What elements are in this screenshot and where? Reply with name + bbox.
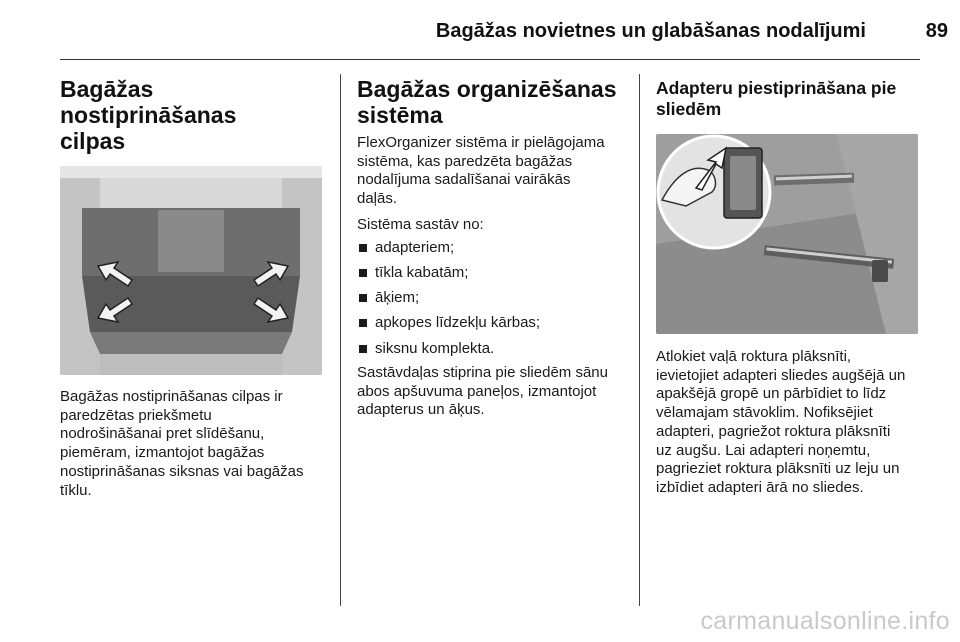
text-line: tīklu. — [60, 481, 92, 499]
magnifier-inset — [658, 136, 770, 248]
list-item — [357, 239, 627, 258]
list-item-text: siksnu komplekta. — [375, 339, 495, 357]
text-line: Bagāžas nostiprināšanas cilpas ir — [60, 388, 283, 405]
header-rule — [60, 59, 920, 60]
section-heading-adapters — [656, 78, 924, 120]
text-line: uz augšu. Lai adapteri noņemtu, — [656, 441, 871, 459]
text-line: abos apšuvuma paneļos, izmantojot — [357, 382, 597, 400]
text-line: Atlokiet vaļā roktura plāksnīti, — [656, 348, 852, 365]
list-item — [357, 340, 627, 359]
text-line: Sastāvdaļas stiprina pie sliedēm sānu — [357, 364, 608, 381]
heading-line: Adapteru piestiprināšana pie — [656, 78, 897, 98]
text-line: nostiprināšanas siksnas vai bagāžas — [60, 462, 304, 480]
list-item-text: adapteriem; — [375, 238, 455, 256]
column-organizer-system — [357, 76, 627, 420]
page-number: 89 — [925, 20, 948, 42]
bullet-icon — [359, 345, 367, 353]
text-line: izbīdiet adapteri ārā no sliedes. — [656, 478, 864, 496]
text-line: ievietojiet adapteri sliedes augšējā un — [656, 366, 906, 384]
heading-line: sistēma — [357, 102, 443, 128]
column-adapter-mounting — [656, 78, 924, 498]
adapter-rail-photo — [656, 134, 918, 334]
bullet-icon — [359, 269, 367, 277]
list-item-text: apkopes līdzekļu kārbas; — [375, 314, 541, 332]
list-item-text: āķiem; — [375, 289, 420, 307]
column-divider-2 — [639, 74, 640, 606]
list-item — [357, 264, 627, 283]
text-line: FlexOrganizer sistēma ir pielāgojama — [357, 134, 605, 151]
cargo-loops-photo — [60, 166, 322, 375]
text-line: apakšējā gropē un pārbīdiet to līdz — [656, 385, 887, 403]
bullet-icon — [359, 244, 367, 252]
adapter-instructions — [656, 348, 924, 498]
intro-paragraph — [357, 134, 627, 209]
outro-paragraph — [357, 364, 627, 420]
caption-luggage-loops — [60, 388, 326, 500]
watermark: carmanualsonline.info — [700, 607, 950, 635]
heading-line: Bagāžas organizēšanas — [357, 76, 617, 102]
section-heading-luggage-loops — [60, 76, 326, 154]
text-line: pagrieziet roktura plāksnīti uz leju un — [656, 460, 900, 478]
column-divider-1 — [340, 74, 341, 606]
list-intro: Sistēma sastāv no: — [357, 215, 484, 233]
text-line: adapterus un āķus. — [357, 401, 485, 419]
list-item — [357, 289, 627, 308]
column-luggage-loops — [60, 76, 326, 500]
list-item-text: tīkla kabatām; — [375, 263, 469, 281]
list-item — [357, 314, 627, 333]
text-line: adapteri, pagriežot roktura plāksnīti — [656, 422, 891, 440]
text-line: nodalījuma sadalīšanai vairākās — [357, 171, 571, 189]
text-line: paredzētas priekšmetu — [60, 406, 212, 424]
text-line: daļās. — [357, 190, 398, 208]
text-line: piemēram, izmantojot bagāžas — [60, 444, 265, 462]
text-line: sistēma, kas paredzēta bagāžas — [357, 152, 573, 170]
components-list — [357, 239, 627, 359]
text-line: vēlamajam stāvoklim. Nofiksējiet — [656, 404, 873, 422]
heading-line: sliedēm — [656, 99, 722, 119]
heading-line: Bagāžas nostiprināšanas — [60, 76, 237, 128]
running-header-title: Bagāžas novietnes un glabāšanas nodalījumi — [435, 20, 866, 42]
heading-line: cilpas — [60, 128, 126, 154]
text-line: nodrošināšanai pret slīdēšanu, — [60, 425, 265, 443]
section-heading-organizer — [357, 76, 627, 128]
bullet-icon — [359, 294, 367, 302]
bullet-icon — [359, 319, 367, 327]
